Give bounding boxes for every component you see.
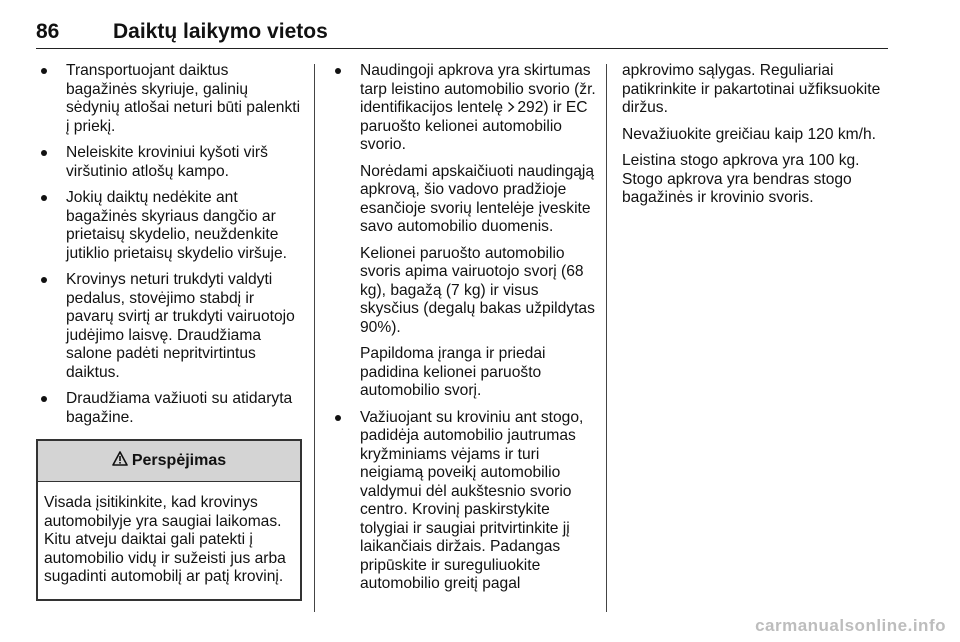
list-item: Jokių daiktų nedėkite ant bagažinės skyriaus dangčio ar prietaisų skydelio, neuždenkite jutiklio prietaisų skydelio viršuje.	[36, 189, 302, 263]
bullet-list	[330, 409, 596, 594]
warning-box	[36, 439, 302, 601]
bullet-list	[330, 62, 596, 155]
page-number: 86	[36, 20, 60, 43]
column-divider	[314, 64, 315, 612]
page-title: Daiktų laikymo vietos	[113, 20, 328, 43]
watermark: carmanualsonline.info	[755, 616, 946, 635]
column-divider	[606, 64, 607, 612]
page-reference[interactable]: 292	[517, 99, 544, 116]
paragraph: Papildoma įranga ir priedai padidina kelionei paruošto automobilio svorį.	[360, 345, 546, 399]
list-item: Važiuojant su kroviniu ant stogo, padidėja automobilio jautrumas kryžminiams vėjams ir turi neigiamą poveikį automobilio valdymui dėl aukštesnio svorio centro. Krovinį paskirstykite tolygiai ir saugiai pritvirtinkite jį laikančiais diržais. Padangas pripūskite ir sureguliuokite automobilio greitį pagal	[330, 409, 596, 594]
warning-header	[38, 441, 300, 482]
column-2	[330, 62, 596, 602]
paragraph: Kelionei paruošto automobilio svoris apima vairuotojo svorį (68 kg), bagažą (7 kg) ir visus skysčius (degalų bakas užpildytas 90%).	[360, 244, 595, 336]
text: Naudingoji apkrova yra skirtumas tarp leistino automobilio svorio (žr. identifikacijos lentelę	[360, 62, 596, 116]
bullet-list	[36, 62, 302, 427]
warning-triangle-icon	[112, 451, 128, 472]
list-item: Draudžiama važiuoti su atidaryta bagažine.	[36, 390, 302, 427]
warning-text: Visada įsitikinkite, kad krovinys automobilyje yra saugiai laikomas. Kitu atveju daiktai gali patekti į automobilio vidų ir sužeisti jus arba sugadinti automobilį ar patį krovinį.	[44, 494, 286, 585]
paragraph: apkrovimo sąlygas. Reguliariai patikrinkite ir pakartotinai užfiksuokite diržus.	[622, 62, 881, 116]
list-item: Transportuojant daiktus bagažinės skyriuje, galinių sėdynių atlošai neturi būti palenkti į priekį.	[36, 62, 302, 136]
text: ) ir EC paruošto kelionei automobilio svorio.	[360, 99, 588, 153]
list-item: Krovinys neturi trukdyti valdyti pedalus, stovėjimo stabdį ir pavarų svirtį ar trukdyti vairuotojo judėjimo laisvę. Draudžiama salone padėti nepritvirtintus daiktus.	[36, 271, 302, 382]
paragraph: Leistina stogo apkrova yra 100 kg. Stogo apkrova yra bendras stogo bagažinės ir krovinio svoris.	[622, 152, 860, 206]
paragraph: Norėdami apskaičiuoti naudingąją apkrovą, šio vadovo pradžioje esančioje svorių lentelėje įveskite savo automobilio duomenis.	[360, 162, 595, 235]
warning-title: Perspėjimas	[131, 451, 227, 469]
page-header	[36, 16, 888, 49]
list-item	[330, 62, 596, 155]
page-reference-icon	[507, 99, 517, 118]
column-1	[36, 62, 302, 601]
paragraph: Nevažiuokite greičiau kaip 120 km/h.	[622, 125, 876, 143]
list-item: Neleiskite kroviniui kyšoti virš viršutinio atlošų kampo.	[36, 144, 302, 181]
column-3	[622, 62, 888, 216]
